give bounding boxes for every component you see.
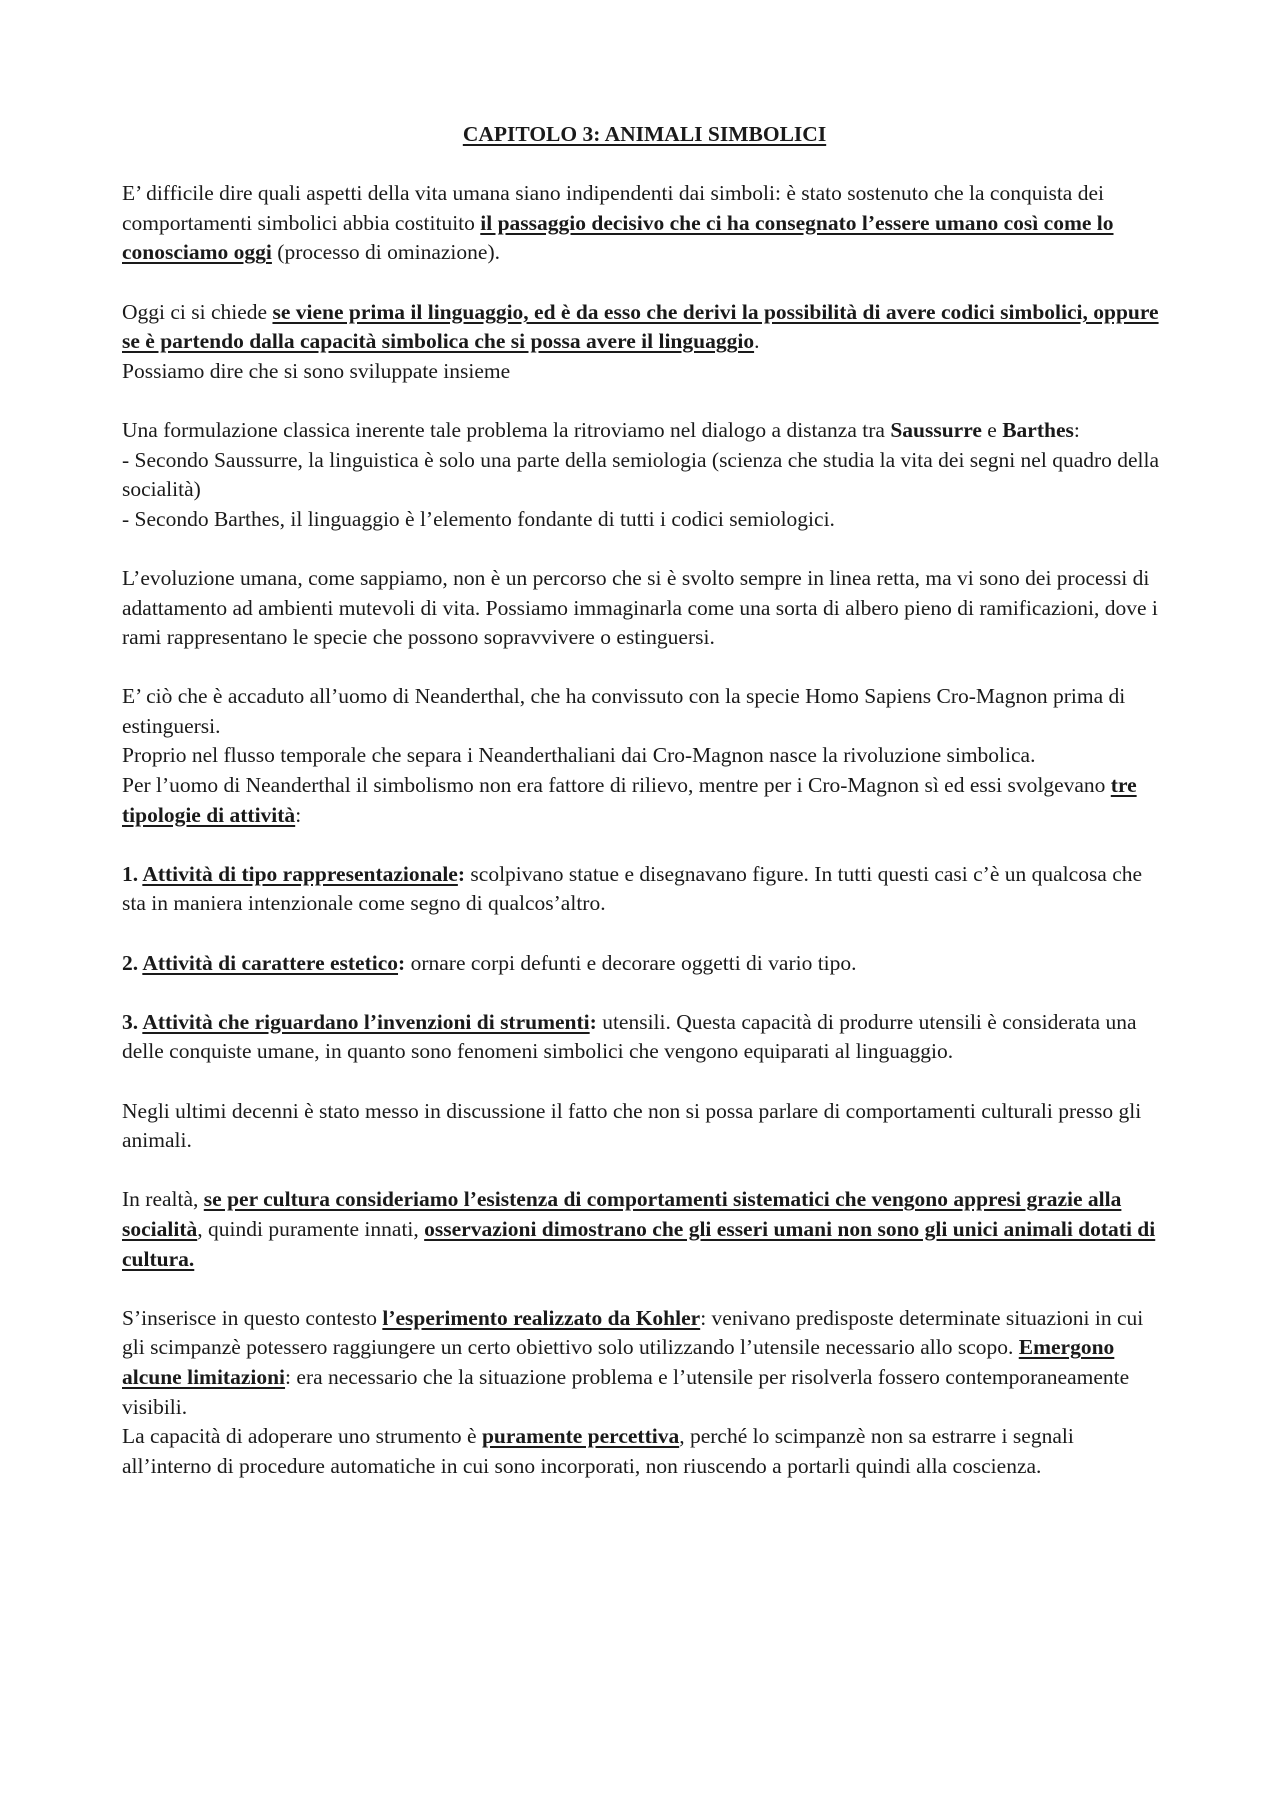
text: (processo di ominazione). — [271, 240, 500, 265]
text: In realtà, — [122, 1187, 204, 1212]
line: E’ ciò che è accaduto all’uomo di Neanderthal, che ha convissuto con la specie Homo Sapiens Cro-Magnon prima di estinguersi. — [122, 684, 1126, 738]
paragraph-animal-culture: Negli ultimi decenni è stato messo in discussione il fatto che non si possa parlare di comportamenti culturali presso gli animali. — [122, 1098, 1142, 1153]
text: utensili. Questa capacità di produrre utensili è considerata una delle conquiste umane, in quanto sono fenomeni simbolici che vengono equiparati al linguaggio. — [122, 1009, 1137, 1064]
activity-item-1 — [122, 860, 1167, 919]
highlight-culture-definition: se per cultura consideriamo l’esistenza di comportamenti sistematici che vengono appresi grazie alla socialità — [122, 1187, 1122, 1241]
line — [122, 298, 1167, 357]
highlight-limitations: Emergono alcune limitazioni — [122, 1335, 1115, 1389]
highlight-perceptive: puramente percettiva — [481, 1424, 680, 1449]
document-page — [122, 120, 1167, 1511]
paragraph-neanderthal — [122, 682, 1167, 830]
text: S’inserisce in questo contesto — [122, 1305, 383, 1330]
text: . — [754, 329, 760, 354]
line: Possiamo dire che si sono sviluppate insieme — [122, 358, 511, 383]
highlight-observations: osservazioni dimostrano che gli esseri umani non sono gli unici animali dotati di cultura. — [122, 1216, 1156, 1271]
name-saussurre: Saussurre — [890, 417, 982, 442]
line: Proprio nel flusso temporale che separa i Neanderthaliani dai Cro-Magnon nasce la rivoluzione simbolica. — [122, 743, 1036, 768]
text: , quindi puramente innati, — [197, 1216, 425, 1241]
paragraph-human-evolution: L’evoluzione umana, come sappiamo, non è un percorso che si è svolto sempre in linea retta, ma vi sono dei processi di adattamento ad ambienti mutevoli di vita. Possiamo immaginarla come una sorta di albero pieno di ramificazioni, dove i rami rappresentano le specie che possono sopravvivere o estinguersi. — [122, 565, 1158, 650]
activity-item-2 — [122, 949, 1167, 979]
highlight-three-activities: tre tipologie di attività — [122, 773, 1137, 827]
line — [122, 771, 1167, 830]
item-colon: : — [398, 950, 406, 975]
line — [122, 1304, 1167, 1422]
text: Oggi ci si chiede — [122, 299, 273, 324]
text: : venivano predisposte determinate situazioni in cui gli scimpanzè potessero raggiungere un certo obiettivo solo utilizzando l’utensile necessario allo scopo. — [122, 1305, 1144, 1360]
paragraph-saussurre-barthes — [122, 416, 1167, 534]
activity-heading: Attività che riguardano l’invenzioni di strumenti — [142, 1009, 590, 1034]
text: scolpivano statue e disegnavano figure. In tutti questi casi c’è un qualcosa che sta in maniera intenzionale come segno di qualcos’altro. — [122, 861, 1143, 916]
text: , perché lo scimpanzè non sa estrarre i segnali all’interno di procedure automatiche in cui sono incorporati, non riuscendo a portarli quindi alla coscienza. — [122, 1424, 1074, 1478]
activity-heading: Attività di carattere estetico — [142, 950, 399, 975]
item-colon: : — [589, 1009, 597, 1034]
highlight-decisive-passage: il passaggio decisivo che ci ha consegnato l’essere umano così come lo conosciamo oggi — [122, 210, 1114, 265]
text: e — [981, 417, 1003, 442]
bullet-barthes: - Secondo Barthes, il linguaggio è l’elemento fondante di tutti i codici semiologici. — [122, 506, 835, 531]
paragraph-language-question — [122, 298, 1167, 387]
activity-heading: Attività di tipo rappresentazionale — [142, 861, 458, 886]
activity-item-3 — [122, 1008, 1167, 1067]
line — [122, 1422, 1167, 1481]
item-number: 3. — [122, 1009, 143, 1034]
paragraph-symbols-intro — [122, 179, 1167, 268]
highlight-kohler: l’esperimento realizzato da Kohler — [382, 1305, 701, 1330]
paragraph-kohler-experiment — [122, 1304, 1167, 1482]
chapter-title: CAPITOLO 3: ANIMALI SIMBOLICI — [462, 122, 827, 146]
text: Una formulazione classica inerente tale problema la ritroviamo nel dialogo a distanza tra — [122, 417, 891, 442]
highlight-language-first: se viene prima il linguaggio, ed è da esso che derivi la possibilità di avere codici simbolici, oppure se è partendo dalla capacità simbolica che si possa avere il linguaggio — [122, 299, 1159, 354]
text: : — [1073, 417, 1080, 442]
text: : era necessario che la situazione problema e l’utensile per risolverla fossero contemporaneamente visibili. — [122, 1364, 1130, 1419]
bullet-saussurre: - Secondo Saussurre, la linguistica è solo una parte della semiologia (scienza che studia la vita dei segni nel quadro della socialità) — [122, 447, 1160, 502]
line — [122, 416, 1167, 446]
paragraph-culture-definition — [122, 1185, 1167, 1274]
item-number: 2. — [122, 950, 143, 975]
item-number: 1. — [122, 861, 143, 886]
item-colon: : — [457, 861, 466, 886]
text: Per l’uomo di Neanderthal il simbolismo non era fattore di rilievo, mentre per i Cro-Magnon sì ed essi svolgevano — [122, 773, 1111, 798]
text: : — [295, 802, 302, 827]
text: La capacità di adoperare uno strumento è — [122, 1424, 482, 1449]
name-barthes: Barthes — [1002, 417, 1074, 442]
text: E’ difficile dire quali aspetti della vita umana siano indipendenti dai simboli: è stato sostenuto che la conquista dei comportamenti simbolici abbia costituito — [122, 181, 1104, 235]
text: ornare corpi defunti e decorare oggetti di vario tipo. — [405, 950, 857, 975]
